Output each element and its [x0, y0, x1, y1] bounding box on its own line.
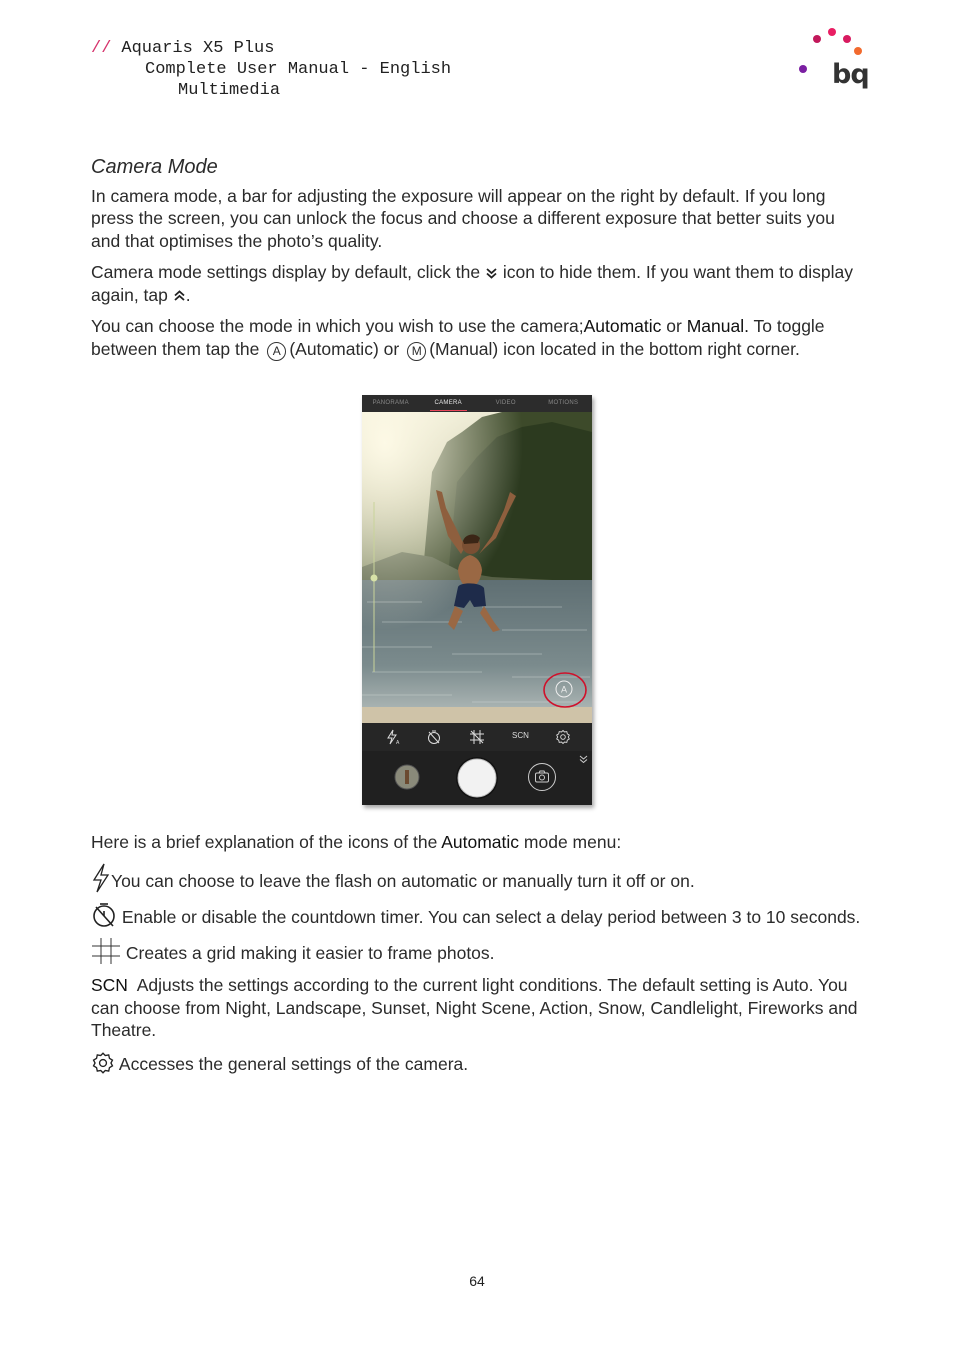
switch-camera-icon[interactable]: [527, 762, 557, 792]
paragraph-settings-display: [91, 261, 864, 306]
header-section: Multimedia: [178, 81, 281, 100]
viewfinder-photo[interactable]: [362, 412, 592, 723]
explanation-scn: [91, 974, 864, 1042]
svg-text:A: A: [396, 740, 400, 745]
settings-text: Accesses the general settings of the camera.: [118, 1053, 469, 1074]
logo-dot: [828, 28, 836, 36]
camera-mode-section: [91, 156, 864, 370]
explanation-grid: [91, 937, 864, 965]
logo-dot: [813, 35, 821, 43]
timer-icon: [91, 902, 117, 928]
timer-off-icon[interactable]: [426, 729, 442, 745]
logo-dot: [854, 47, 862, 55]
shutter-button[interactable]: [455, 756, 499, 800]
gallery-thumbnail[interactable]: [394, 764, 420, 790]
p3-automatic: Automatic: [583, 316, 662, 336]
header-product: Aquaris X5 Plus: [121, 39, 275, 58]
grid-icon[interactable]: [469, 729, 485, 745]
header-manual: Complete User Manual - English: [145, 60, 452, 79]
scn-label: SCN: [91, 975, 128, 995]
intro-automatic: Automatic: [441, 832, 520, 852]
double-chevron-up-icon: [173, 289, 186, 302]
p2-text-b: icon to hide them. If you want them to display again, tap: [91, 262, 854, 305]
p3-manual: Manual.: [686, 316, 749, 336]
running-header: [91, 38, 451, 101]
explanation-settings: [91, 1051, 864, 1076]
logo-text: bq: [832, 59, 869, 90]
p3-text-b: To toggle between them tap the: [91, 316, 825, 359]
bq-logo: [796, 26, 869, 96]
logo-dot: [843, 35, 851, 43]
scn-button[interactable]: SCN: [512, 731, 529, 740]
tab-video[interactable]: VIDEO: [495, 400, 516, 406]
icon-explanations: [91, 831, 864, 1084]
p2-text-a: Camera mode settings display by default, click the: [91, 262, 481, 282]
paragraph-exposure: In camera mode, a bar for adjusting the exposure will appear on the right by default. If you long press the screen, you can unlock the focus and choose a different exposure that better suits you and that optimises the photo’s quality.: [91, 185, 835, 251]
tab-motions[interactable]: MOTIONS: [548, 400, 579, 406]
intro-text-a: Here is a brief explanation of the icons of the: [91, 832, 438, 852]
p3-text-c: (Automatic) or: [289, 338, 400, 359]
explanation-flash: [91, 863, 864, 893]
logo-dot: [799, 65, 807, 73]
mode-toggle-letter: A: [560, 684, 568, 695]
automatic-mode-icon: A: [267, 342, 286, 361]
page-number: 64: [469, 1273, 485, 1289]
camera-mode-tabs: [362, 395, 592, 412]
p3-text-d: (Manual) icon located in the bottom right corner.: [429, 338, 800, 359]
explanation-intro: [91, 831, 864, 854]
p3-text-a: You can choose the mode in which you wish to use the camera;: [91, 316, 584, 336]
shutter-bar: [362, 751, 592, 805]
header-slashes: //: [91, 39, 112, 58]
flash-text: You can choose to leave the flash on automatic or manually turn it off or on.: [111, 870, 695, 891]
settings-gear-icon[interactable]: [555, 729, 571, 745]
explanation-timer: [91, 902, 864, 929]
double-chevron-down-icon[interactable]: [579, 755, 588, 764]
intro-text-b: mode menu:: [523, 832, 622, 852]
scn-text: Adjusts the settings according to the current light conditions. The default setting is Auto. You can choose from Night, Landscape, Sunset, Night Scene, Action, Snow, Candlelight, Fireworks and Theatre.: [91, 975, 858, 1040]
tab-panorama[interactable]: PANORAMA: [372, 400, 409, 406]
p2-text-c: .: [185, 284, 191, 305]
p3-or: or: [666, 316, 682, 336]
timer-text: Enable or disable the countdown timer. You can select a delay period between 3 to 10 seconds.: [121, 906, 861, 927]
flash-icon: [91, 863, 111, 893]
paragraph-mode-choice: [91, 315, 864, 361]
grid-icon: [91, 937, 121, 965]
flash-auto-icon[interactable]: [384, 729, 400, 745]
double-chevron-down-icon: [485, 267, 498, 280]
tab-camera[interactable]: CAMERA: [420, 395, 478, 412]
manual-mode-icon: M: [407, 342, 426, 361]
header-line-product: [91, 38, 451, 59]
section-title: Camera Mode: [91, 156, 218, 178]
grid-text: Creates a grid making it easier to frame photos.: [125, 943, 495, 963]
camera-settings-toolbar: [362, 723, 592, 751]
camera-app-screenshot: [362, 395, 592, 805]
settings-gear-icon: [91, 1051, 115, 1075]
exposure-handle[interactable]: [371, 575, 378, 582]
